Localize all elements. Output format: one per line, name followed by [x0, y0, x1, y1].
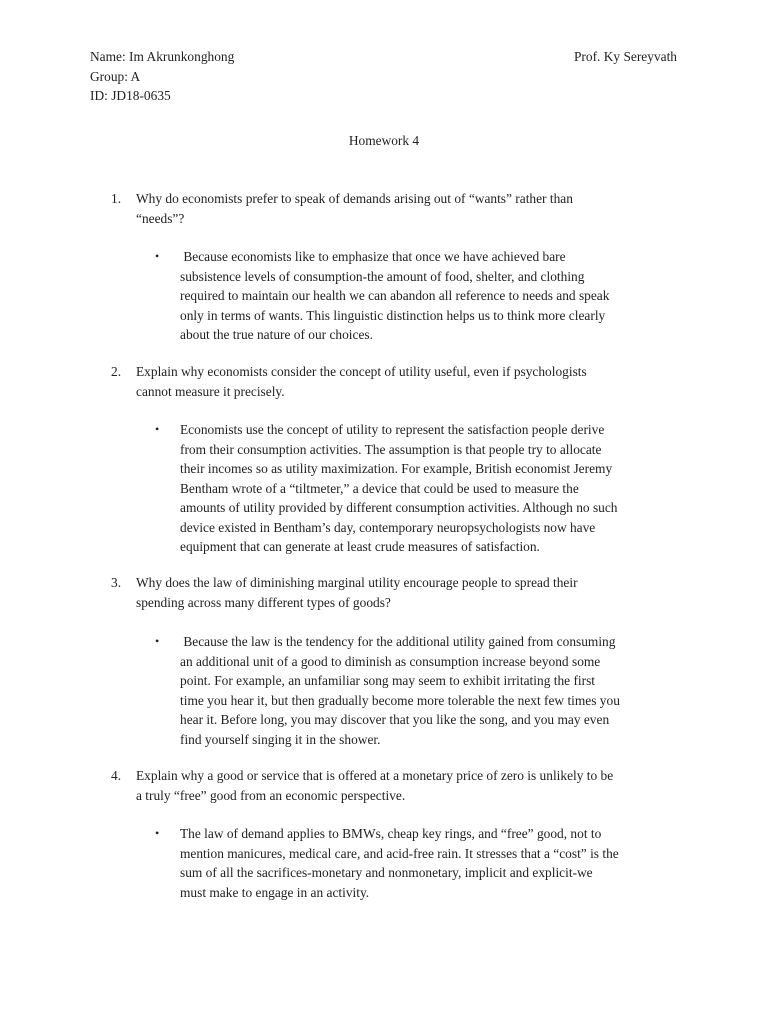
answer-line: find yourself singing it in the shower. [180, 731, 381, 747]
professor-info [574, 47, 677, 67]
question-text-line: Why do economists prefer to speak of demands arising out of “wants” rather than [136, 191, 573, 206]
question-text-line: spending across many different types of goods? [136, 594, 391, 610]
question-number: 3. [111, 575, 122, 590]
question-text-line: cannot measure it precisely. [136, 383, 285, 399]
document-title: Homework 4 [348, 133, 420, 148]
answer-line: an additional unit of a good to diminish as consumption increase beyond some [180, 653, 601, 669]
answer-1 [155, 247, 680, 345]
question-number: 4. [111, 768, 122, 783]
answer-line: equipment that can generate at least crude measures of satisfaction. [180, 539, 540, 554]
answer-line: only in terms of wants. This linguistic distinction helps us to think more clearly [180, 307, 606, 323]
question-text-line: “needs”? [136, 210, 185, 226]
answer-line: Economists use the concept of utility to represent the satisfaction people derive [180, 422, 605, 437]
student-group: Group: A [90, 68, 141, 84]
answer-line: subsistence levels of consumption-the amount of food, shelter, and clothing [180, 268, 585, 284]
question-number: 2. [111, 364, 122, 379]
answer-line: The law of demand applies to BMWs, cheap key rings, and “free” good, not to [180, 826, 602, 841]
question-text-line: Explain why a good or service that is offered at a monetary price of zero is unlikely to be [136, 768, 614, 783]
answer-3 [155, 632, 680, 749]
answer-line: point. For example, an unfamiliar song may seem to exhibit irritating the first [180, 673, 596, 688]
bullet-icon: • [155, 826, 160, 840]
answer-line: amounts of utility provided by different consumption activities. Although no such [180, 500, 618, 515]
question-text-line: Why does the law of diminishing marginal utility encourage people to spread their [136, 575, 578, 590]
question-4 [111, 766, 681, 805]
bullet-icon: • [155, 249, 160, 263]
answer-4 [155, 824, 680, 902]
bullet-icon: • [155, 422, 160, 436]
student-id: ID: JD18-0635 [90, 88, 171, 103]
answer-line: Bentham wrote of a “tiltmeter,” a device that could be used to measure the [180, 480, 579, 496]
student-info [90, 47, 234, 106]
answer-line: device existed in Bentham’s day, contemporary neuropsychologists now have [180, 519, 596, 535]
question-2 [111, 362, 681, 401]
answer-line: Because economists like to emphasize that once we have achieved bare [180, 249, 566, 264]
answer-line: from their consumption activities. The assumption is that people try to allocate [180, 441, 602, 457]
answer-line: hear it. Before long, you may discover that you like the song, and you may even [180, 712, 610, 727]
answer-2 [155, 420, 680, 557]
question-text-line: Explain why economists consider the concept of utility useful, even if psychologists [136, 364, 587, 379]
question-number: 1. [111, 191, 122, 206]
answer-line: must make to engage in an activity. [180, 884, 370, 900]
student-name: Name: Im Akrunkonghong [90, 49, 235, 64]
answer-line: time you hear it, but then gradually become more tolerable the next few times you [180, 692, 620, 708]
answer-line: about the true nature of our choices. [180, 327, 373, 342]
bullet-icon: • [155, 634, 160, 648]
question-3 [111, 573, 681, 612]
answer-line: required to maintain our health we can abandon all reference to needs and speak [180, 288, 610, 303]
answer-line: sum of all the sacrifices-monetary and nonmonetary, implicit and explicit-we [180, 865, 593, 880]
question-1 [111, 189, 681, 228]
professor-name: Prof. Ky Sereyvath [573, 49, 677, 64]
answer-line: mention manicures, medical care, and acid-free rain. It stresses that a “cost” is the [180, 845, 619, 861]
question-text-line: a truly “free” good from an economic perspective. [136, 787, 406, 803]
answer-line: Because the law is the tendency for the additional utility gained from consuming [180, 634, 616, 649]
answer-line: their incomes so as utility maximization. For example, British economist Jeremy [180, 461, 613, 476]
